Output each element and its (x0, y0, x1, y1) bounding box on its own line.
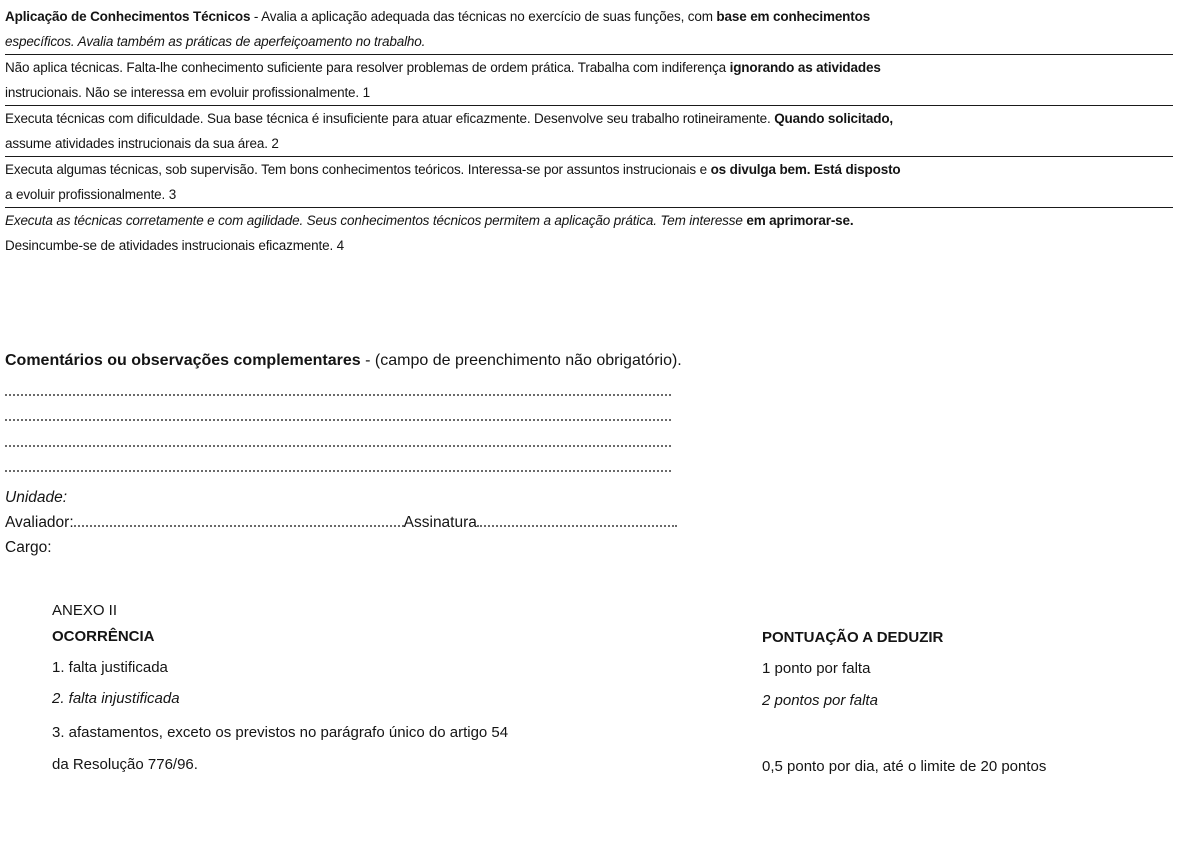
avaliador-row (5, 514, 677, 532)
criterion-heading-line-2: específicos. Avalia também as práticas de aperfeiçoamento no trabalho. (5, 34, 426, 49)
criteria-table (5, 4, 1173, 258)
criterion-level-4 (5, 208, 1173, 258)
criterion-heading (5, 4, 1173, 55)
level-line-1 (5, 208, 1173, 233)
level-line-1 (5, 55, 1173, 80)
avaliador-label: Avaliador: (5, 514, 74, 531)
assinatura-input[interactable] (477, 515, 677, 527)
occurrence-header: OCORRÊNCIA (52, 628, 155, 645)
annex-title: ANEXO II (52, 602, 118, 619)
comment-line[interactable] (5, 470, 671, 472)
cargo-field: Cargo: (5, 539, 52, 556)
criterion-description: - Avalia a aplicação adequada das técnicas no exercício de suas funções, com (250, 9, 717, 24)
level-text: Executa as técnicas corretamente e com agilidade. Seus conhecimentos técnicos permitem a aplicação prática. Tem interesse (5, 213, 747, 228)
level-text: Executa técnicas com dificuldade. Sua base técnica é insuficiente para atuar eficazmente. Desenvolve seu trabalho rotineiramente. (5, 111, 775, 126)
level-text: Não aplica técnicas. Falta-lhe conhecimento suficiente para resolver problemas de ordem prática. Trabalha com indiferença (5, 60, 730, 75)
level-line-2: instrucionais. Não se interessa em evoluir profissionalmente. 1 (5, 85, 370, 100)
occurrence-item: 1. falta justificada (52, 659, 168, 676)
level-line-2: Desincumbe-se de atividades instrucionais eficazmente. 4 (5, 238, 345, 253)
comments-note: - (campo de preenchimento não obrigatório). (360, 352, 682, 369)
level-line-1 (5, 106, 1173, 131)
criterion-level-2 (5, 106, 1173, 157)
level-text: Executa algumas técnicas, sob supervisão. Tem bons conhecimentos teóricos. Interessa-se por assuntos instrucionais e (5, 162, 711, 177)
occurrence-item: 3. afastamentos, exceto os previstos no parágrafo único do artigo 54 (52, 724, 509, 741)
assinatura-label: Assinatura (403, 514, 477, 531)
level-line-1 (5, 157, 1173, 182)
points-item: 1 ponto por falta (762, 660, 871, 677)
criterion-level-3 (5, 157, 1173, 208)
level-line-2: a evoluir profissionalmente. 3 (5, 187, 177, 202)
avaliador-input[interactable] (74, 515, 404, 527)
criterion-description-bold: base em conhecimentos (716, 9, 871, 24)
unidade-field: Unidade: (5, 489, 68, 506)
level-text-bold: os divulga bem. Está disposto (710, 162, 901, 177)
occurrence-item-cont: da Resolução 776/96. (52, 756, 198, 773)
comment-line[interactable] (5, 394, 671, 396)
level-text-bold: ignorando as atividades (729, 60, 881, 75)
level-text-bold: Quando solicitado, (774, 111, 894, 126)
points-header: PONTUAÇÃO A DEDUZIR (762, 629, 944, 646)
comments-heading (5, 352, 682, 370)
criterion-title: Aplicação de Conhecimentos Técnicos (5, 9, 251, 24)
comments-title: Comentários ou observações complementares (5, 352, 361, 369)
comment-line[interactable] (5, 419, 671, 421)
occurrence-item: 2. falta injustificada (52, 690, 180, 707)
points-item: 2 pontos por falta (762, 692, 878, 709)
level-text-bold: em aprimorar-se. (746, 213, 854, 228)
level-line-2: assume atividades instrucionais da sua área. 2 (5, 136, 279, 151)
comment-line[interactable] (5, 445, 671, 447)
criterion-level-1 (5, 55, 1173, 106)
points-item: 0,5 ponto por dia, até o limite de 20 pontos (762, 758, 1047, 775)
criterion-heading-line-1 (5, 4, 1173, 29)
